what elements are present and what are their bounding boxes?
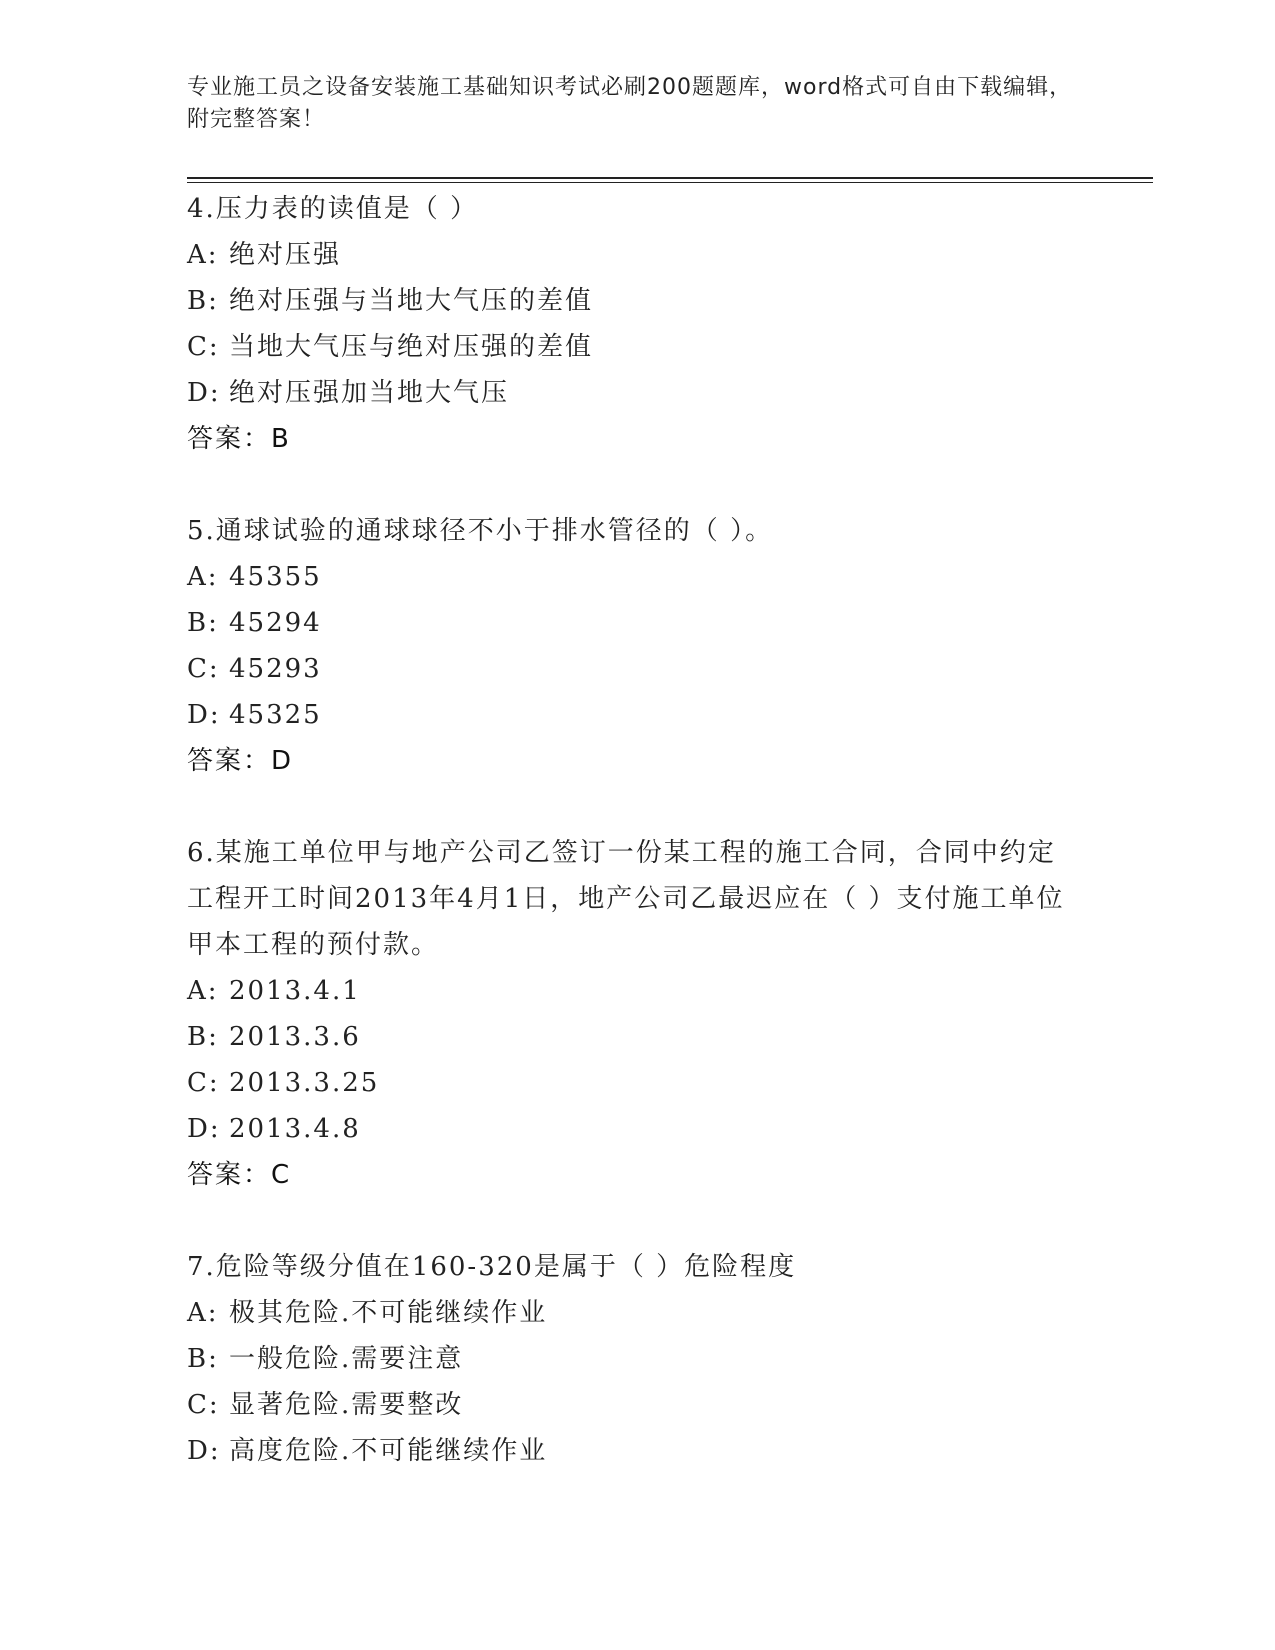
option-a [187,968,1067,1014]
answer-line: 答案：C [187,1160,292,1190]
option-c [187,324,1067,370]
answer-line: 答案：D [187,746,294,776]
option-key: C: [187,1390,220,1420]
option-text: 45355 [229,562,322,592]
option-d [187,1106,1067,1152]
option-key: A: [187,1298,219,1328]
question-stem: 6.某施工单位甲与地产公司乙签订一份某工程的施工合同，合同中约定工程开工时间2013年4月1日，地产公司乙最迟应在（ ）支付施工单位甲本工程的预付款。 [187,838,1065,960]
question-spacer [187,1198,1067,1244]
question-stem: 7.危险等级分值在160-320是属于（ ）危险程度 [187,1252,797,1282]
option-key: B: [187,1344,219,1374]
question-item [187,186,1067,462]
question-item [187,1244,1067,1474]
option-d [187,692,1067,738]
option-key: D: [187,1436,221,1466]
option-d [187,370,1067,416]
option-text: 2013.4.8 [229,1114,361,1144]
question-spacer [187,462,1067,508]
option-text: 当地大气压与绝对压强的差值 [229,332,594,362]
option-text: 45325 [229,700,322,730]
option-key: D: [187,700,221,730]
option-text: 45294 [229,608,322,638]
option-key: D: [187,1114,221,1144]
option-text: 极其危险.不可能继续作业 [229,1298,548,1328]
header-divider-thick [187,177,1153,179]
question-spacer [187,784,1067,830]
option-key: D: [187,378,221,408]
option-text: 45293 [229,654,322,684]
option-text: 显著危险.需要整改 [229,1390,464,1420]
option-text: 高度危险.不可能继续作业 [229,1436,548,1466]
option-key: B: [187,608,219,638]
answer-line: 答案：B [187,424,291,454]
option-text: 2013.4.1 [229,976,361,1006]
option-text: 2013.3.6 [229,1022,361,1052]
option-text: 2013.3.25 [229,1068,380,1098]
question-stem: 5.通球试验的通球球径不小于排水管径的（ ）。 [187,516,774,546]
document-header-title: 专业施工员之设备安装施工基础知识考试必刷200题题库，word格式可自由下载编辑，附完整答案！ [187,75,1073,132]
option-key: B: [187,286,219,316]
option-text: 绝对压强与当地大气压的差值 [229,286,594,316]
option-key: A: [187,562,219,592]
question-item [187,508,1067,784]
option-b [187,600,1067,646]
option-text: 绝对压强 [229,240,342,270]
option-b [187,278,1067,324]
option-key: B: [187,1022,219,1052]
option-key: C: [187,1068,220,1098]
option-a [187,554,1067,600]
header-divider-thin [187,182,1153,183]
option-d [187,1428,1067,1474]
option-text: 绝对压强加当地大气压 [229,378,510,408]
option-b [187,1336,1067,1382]
option-a [187,1290,1067,1336]
option-key: A: [187,976,219,1006]
option-b [187,1014,1067,1060]
option-c [187,646,1067,692]
option-key: C: [187,654,220,684]
option-c [187,1382,1067,1428]
question-stem: 4.压力表的读值是（ ） [187,194,479,224]
option-key: C: [187,332,220,362]
question-item [187,830,1067,1198]
option-c [187,1060,1067,1106]
option-key: A: [187,240,219,270]
option-a [187,232,1067,278]
question-list [187,186,1067,1474]
option-text: 一般危险.需要注意 [229,1344,464,1374]
